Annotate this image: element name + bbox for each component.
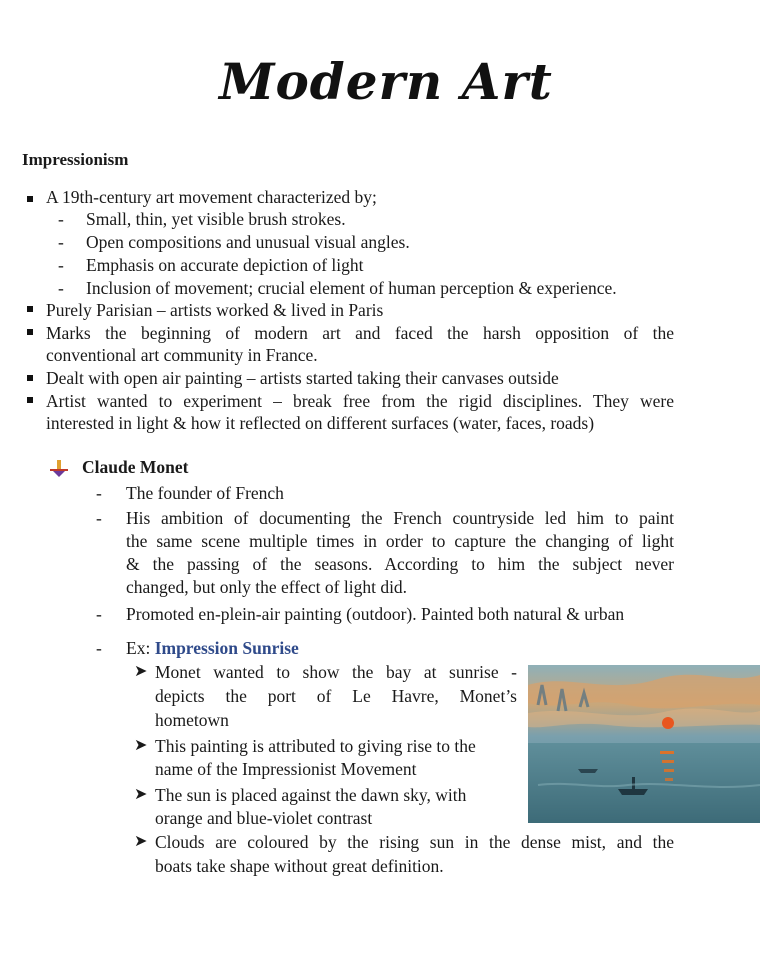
bullet-text-continued: conventional art community in France. — [46, 345, 318, 365]
bullet-text: Purely Parisian – artists worked & lived in Paris — [46, 300, 384, 320]
dash-icon: - — [58, 209, 64, 229]
arrowhead-icon: ➤ — [134, 833, 148, 850]
bullet-text: Artist wanted to experiment – break free from the rigid disciplines. They were — [46, 391, 674, 411]
monet-point: The founder of French — [126, 483, 284, 503]
dash-icon: - — [58, 255, 64, 275]
arrow-point: Clouds are coloured by the rising sun in the dense mist, and the — [155, 832, 674, 852]
sub-bullet-text: Emphasis on accurate depiction of light — [86, 255, 364, 275]
dash-icon: - — [96, 483, 102, 503]
dash-icon: - — [96, 508, 102, 528]
example-title: Impression Sunrise — [154, 638, 299, 658]
down-arrow-icon — [48, 457, 70, 479]
arrowhead-icon: ➤ — [134, 786, 148, 803]
square-bullet-icon — [27, 397, 33, 403]
monet-point-continued: changed, but only the effect of light did. — [126, 577, 408, 597]
square-bullet-icon — [27, 196, 33, 202]
bullet-text-continued: interested in light & how it reflected on different surfaces (water, faces, roads) — [46, 413, 595, 433]
arrow-point: This painting is attributed to giving rise to the — [155, 736, 476, 756]
arrow-point-continued: boats take shape without great definition. — [155, 856, 444, 876]
monet-heading: Claude Monet — [82, 457, 189, 477]
arrow-point-continued: hometown — [155, 710, 229, 730]
sub-bullet-text: Small, thin, yet visible brush strokes. — [86, 209, 346, 229]
page-title: Modern Art — [219, 52, 553, 111]
arrowhead-icon: ➤ — [134, 737, 148, 754]
arrow-point: The sun is placed against the dawn sky, with — [155, 785, 467, 805]
bullet-text: Marks the beginning of modern art and faced the harsh opposition of the — [46, 323, 674, 343]
dash-icon: - — [58, 232, 64, 252]
dash-icon: - — [58, 278, 64, 298]
dash-icon: - — [96, 638, 102, 658]
arrow-point-continued: depicts the port of Le Havre, Monet’s — [155, 686, 517, 706]
square-bullet-icon — [27, 306, 33, 312]
arrow-point-continued: orange and blue-violet contrast — [155, 808, 373, 828]
sub-bullet-text: Inclusion of movement; crucial element of human perception & experience. — [86, 278, 617, 298]
section-heading: Impressionism — [22, 150, 129, 169]
example-prefix: Ex: — [126, 638, 151, 658]
impression-sunrise-painting — [528, 665, 760, 823]
sub-bullet-text: Open compositions and unusual visual angles. — [86, 232, 410, 252]
monet-point-continued: & the passing of the seasons. According to him the subject never — [126, 554, 674, 574]
monet-point: Promoted en-plein-air painting (outdoor). Painted both natural & urban — [126, 604, 625, 624]
bullet-text: A 19th-century art movement characterized by; — [46, 187, 377, 207]
example-line — [126, 637, 299, 659]
square-bullet-icon — [27, 329, 33, 335]
dash-icon: - — [96, 604, 102, 624]
monet-point: His ambition of documenting the French countryside led him to paint — [126, 508, 674, 528]
arrowhead-icon: ➤ — [134, 663, 148, 680]
arrow-point: Monet wanted to show the bay at sunrise - — [155, 662, 517, 682]
square-bullet-icon — [27, 375, 33, 381]
bullet-text: Dealt with open air painting – artists started taking their canvases outside — [46, 368, 559, 388]
arrow-point-continued: name of the Impressionist Movement — [155, 759, 417, 779]
monet-point-continued: the same scene multiple times in order to capture the changing of light — [126, 531, 674, 551]
